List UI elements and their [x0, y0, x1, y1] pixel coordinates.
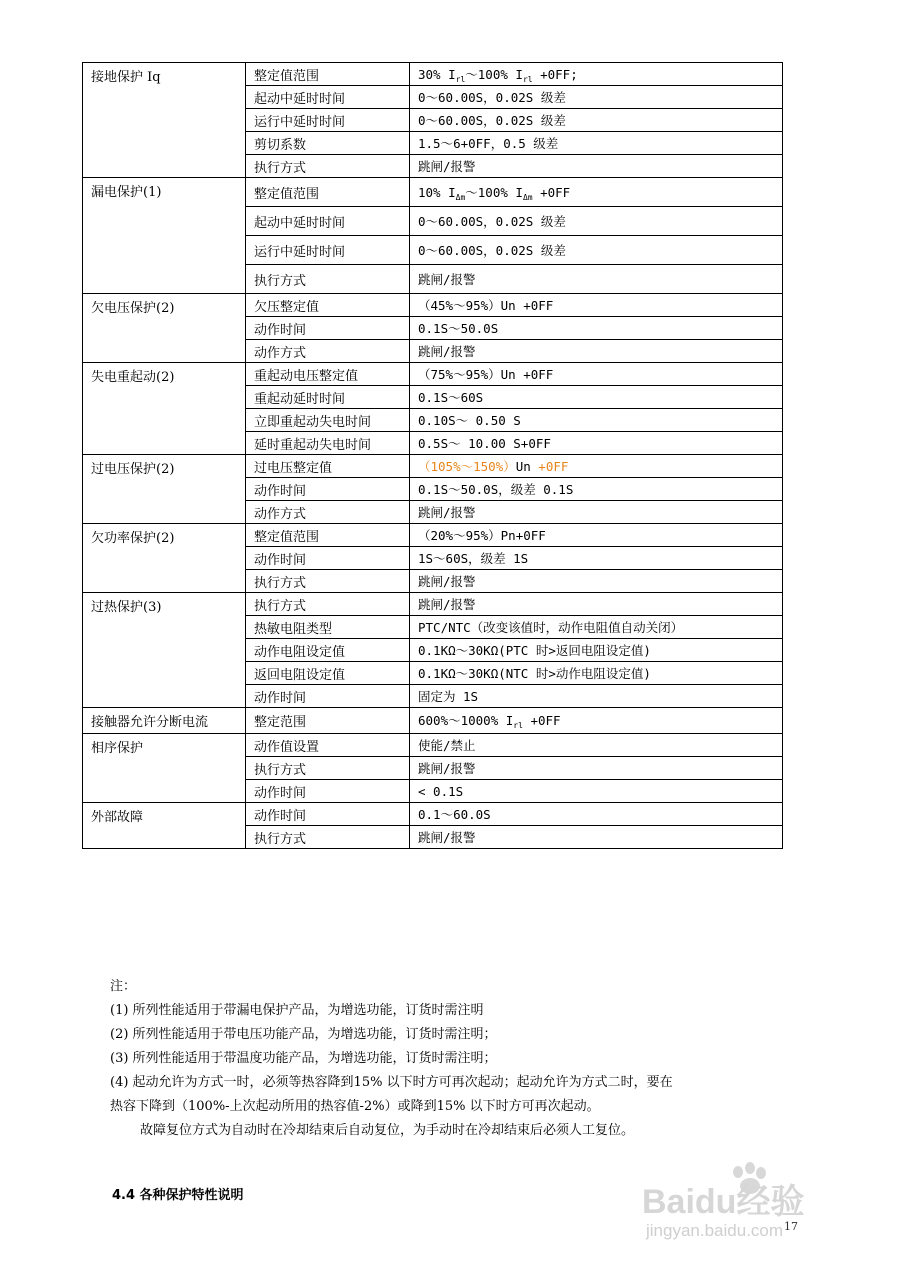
param-value: 跳闸/报警: [410, 757, 783, 780]
param-name: 动作时间: [246, 780, 410, 803]
group-name: 接地保护 Iq: [83, 63, 246, 178]
param-name: 动作时间: [246, 317, 410, 340]
param-name: 执行方式: [246, 265, 410, 294]
param-name: 重起动电压整定值: [246, 363, 410, 386]
spec-table: [82, 62, 783, 849]
param-value: 0～60.00S，0.02S 级差: [410, 86, 783, 109]
param-value: 跳闸/报警: [410, 570, 783, 593]
param-value: 固定为 1S: [410, 685, 783, 708]
group-name: 过电压保护(2): [83, 455, 246, 524]
param-name: 动作方式: [246, 501, 410, 524]
param-name: 起动中延时时间: [246, 207, 410, 236]
param-name: 执行方式: [246, 593, 410, 616]
param-name: 动作时间: [246, 685, 410, 708]
param-value: PTC/NTC（改变该值时，动作电阻值自动关闭）: [410, 616, 783, 639]
group-name: 接触器允许分断电流: [83, 708, 246, 734]
watermark-url: jingyan.baidu.com: [646, 1221, 784, 1240]
group-name: 相序保护: [83, 734, 246, 803]
param-name: 执行方式: [246, 570, 410, 593]
param-value: （45%～95%）Un +0FF: [410, 294, 783, 317]
param-name: 立即重起动失电时间: [246, 409, 410, 432]
param-value: 跳闸/报警: [410, 340, 783, 363]
param-name: 动作时间: [246, 547, 410, 570]
param-value: 0～60.00S，0.02S 级差: [410, 236, 783, 265]
page-number: 17: [784, 1220, 798, 1233]
param-name: 动作方式: [246, 340, 410, 363]
table-row: [83, 593, 783, 616]
table-row: [83, 708, 783, 734]
param-value: 0.10S～ 0.50 S: [410, 409, 783, 432]
note-4-line-1: (4) 起动允许为方式一时，必须等热容降到15% 以下时方可再次起动；起动允许为方式二时，要在: [110, 1075, 673, 1090]
param-value: 600%～1000% $I_{rl} +0FF$: [410, 708, 783, 734]
param-name: 热敏电阻类型: [246, 616, 410, 639]
group-name: 过热保护(3): [83, 593, 246, 708]
param-name: 执行方式: [246, 155, 410, 178]
note-reset: 故障复位方式为自动时在冷却结束后自动复位，为手动时在冷却结束后必须人工复位。: [140, 1123, 635, 1138]
group-name: 欠功率保护(2): [83, 524, 246, 593]
param-value: 0.5S～ 10.00 S+0FF: [410, 432, 783, 455]
param-name: 动作时间: [246, 478, 410, 501]
param-name: 欠压整定值: [246, 294, 410, 317]
table-row: [83, 63, 783, 86]
param-value: 跳闸/报警: [410, 155, 783, 178]
param-value: 0.1S～50.0S，级差 0.1S: [410, 478, 783, 501]
param-value: 0.1KΩ～30KΩ(PTC 时>返回电阻设定值): [410, 639, 783, 662]
note-1: (1) 所列性能适用于带漏电保护产品，为增选功能，订货时需注明: [110, 1003, 484, 1018]
param-name: 剪切系数: [246, 132, 410, 155]
param-name: 起动中延时时间: [246, 86, 410, 109]
param-value: （105%～150%）Un +0FF: [410, 455, 783, 478]
param-value: 跳闸/报警: [410, 826, 783, 849]
param-value: 跳闸/报警: [410, 265, 783, 294]
table-row: [83, 363, 783, 386]
param-name: 整定值范围: [246, 178, 410, 207]
param-value: < 0.1S: [410, 780, 783, 803]
param-value: （20%～95%）Pn+0FF: [410, 524, 783, 547]
note-4-line-2: 热容下降到（100%-上次起动所用的热容值-2%）或降到15% 以下时方可再次起动。: [110, 1099, 600, 1114]
param-value: 0.1～60.0S: [410, 803, 783, 826]
param-value: 0～60.00S，0.02S 级差: [410, 109, 783, 132]
param-name: 动作电阻设定值: [246, 639, 410, 662]
group-name: 外部故障: [83, 803, 246, 849]
param-name: 执行方式: [246, 826, 410, 849]
section-heading: 4.4 各种保护特性说明: [112, 1188, 244, 1203]
group-name: 漏电保护(1): [83, 178, 246, 294]
table-row: [83, 524, 783, 547]
param-name: 整定值范围: [246, 63, 410, 86]
param-name: 整定范围: [246, 708, 410, 734]
param-value: 1S～60S，级差 1S: [410, 547, 783, 570]
param-value: 1.5～6+0FF，0.5 级差: [410, 132, 783, 155]
param-value: 0～60.00S，0.02S 级差: [410, 207, 783, 236]
param-value: 使能/禁止: [410, 734, 783, 757]
notes: [110, 975, 790, 1143]
param-value: 10% $I_{\Delta m}\sim 100\%$ $I_{\Delta m} +0FF$: [410, 178, 783, 207]
param-value: 0.1KΩ～30KΩ(NTC 时>动作电阻设定值): [410, 662, 783, 685]
param-value: 0.1S～60S: [410, 386, 783, 409]
param-value: 跳闸/报警: [410, 593, 783, 616]
note-3: (3) 所列性能适用于带温度功能产品，为增选功能，订货时需注明；: [110, 1051, 497, 1066]
table-row: [83, 178, 783, 207]
param-name: 运行中延时时间: [246, 109, 410, 132]
param-name: 运行中延时时间: [246, 236, 410, 265]
param-name: 执行方式: [246, 757, 410, 780]
table-row: [83, 803, 783, 826]
param-name: 动作时间: [246, 803, 410, 826]
table-row: [83, 294, 783, 317]
spec-table-body: [83, 63, 783, 849]
param-value: （75%～95%）Un +0FF: [410, 363, 783, 386]
param-name: 重起动延时时间: [246, 386, 410, 409]
table-row: [83, 734, 783, 757]
param-value: 0.1S～50.0S: [410, 317, 783, 340]
group-name: 失电重起动(2): [83, 363, 246, 455]
param-name: 过电压整定值: [246, 455, 410, 478]
param-name: 动作值设置: [246, 734, 410, 757]
group-name: 欠电压保护(2): [83, 294, 246, 363]
param-value: 30% $I_{rl}\sim 100\%$ $I_{rl} +0FF$;: [410, 63, 783, 86]
param-name: 返回电阻设定值: [246, 662, 410, 685]
param-name: 延时重起动失电时间: [246, 432, 410, 455]
param-name: 整定值范围: [246, 524, 410, 547]
note-2: (2) 所列性能适用于带电压功能产品，为增选功能，订货时需注明；: [110, 1027, 497, 1042]
table-row: [83, 455, 783, 478]
baidu-jingyan-watermark: [640, 1158, 820, 1248]
param-value: 跳闸/报警: [410, 501, 783, 524]
watermark-logo: Baidu经验: [642, 1183, 805, 1221]
notes-title: 注：: [110, 979, 137, 994]
